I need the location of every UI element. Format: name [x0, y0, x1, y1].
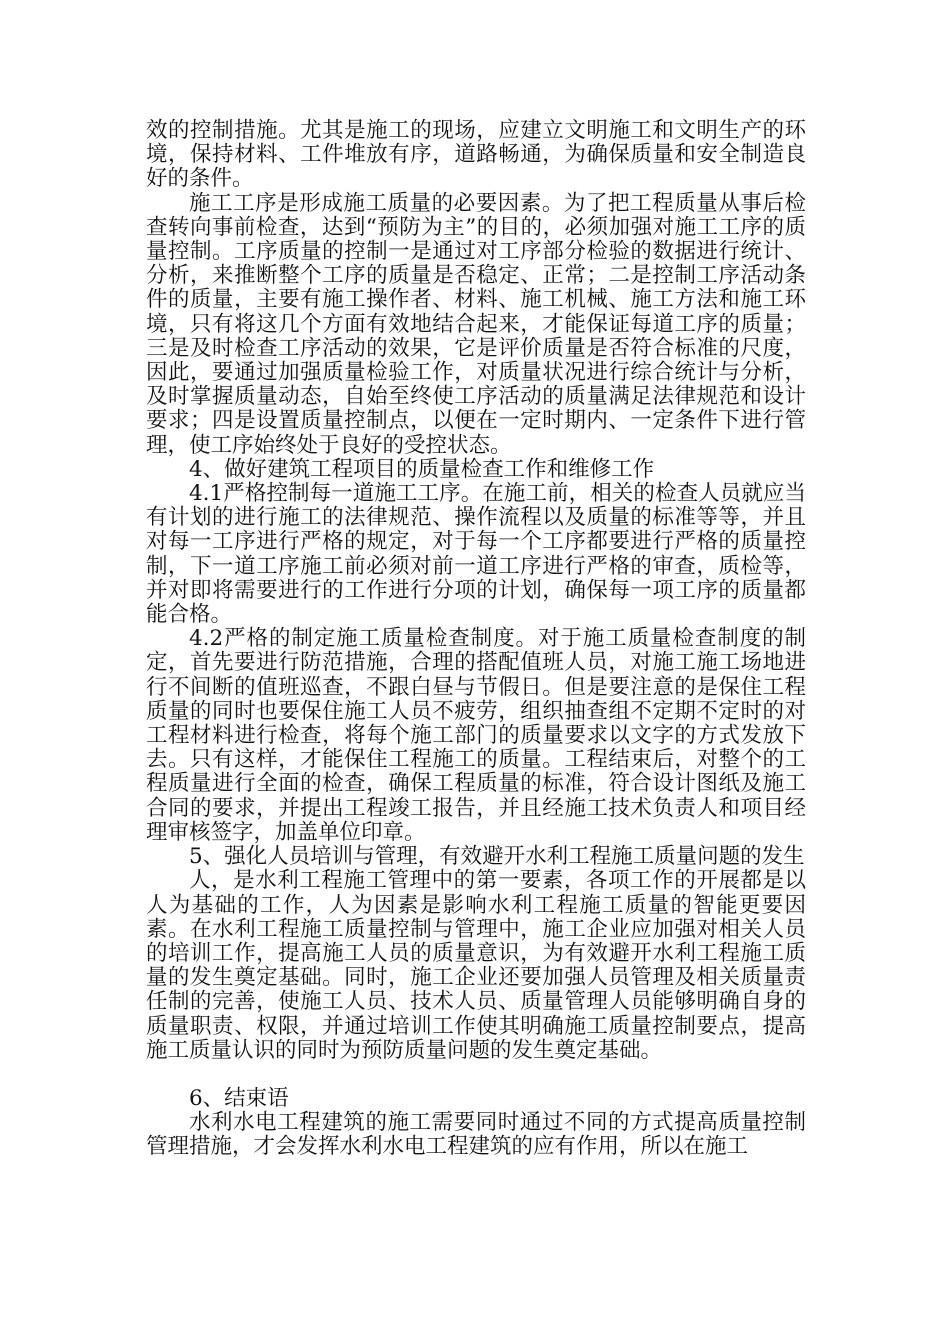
document-page — [146, 119, 806, 1160]
section-gap — [146, 1063, 806, 1087]
section-heading-5: 5、强化人员培训与管理，有效避开水利工程施工质量问题的发生 — [189, 844, 805, 870]
paragraph-personnel: 人，是水利工程施工管理中的第一要素，各项工作的开展都是以人为基础的工作，人为因素是影响水利工程施工质量的智能更要因素。在水利工程施工质量控制与管理中，施工企业应加强对相关人员的培训工作，提高施工人员的质量意识，为有效避开水利工程施工质量的发生奠定基础。同时，施工企业还要加强人员管理及相关质量责任制的完善，使施工人员、技术人员、质量管理人员能够明确自身的质量职责、权限，并通过培训工作使其明确施工质量控制要点，提高施工质量认识的同时为预防质量问题的发生奠定基础。 — [146, 868, 806, 1063]
paragraph-4-2: 4.2严格的制定施工质量检查制度。对于施工质量检查制度的制定，首先要进行防范措施，合理的搭配值班人员，对施工施工场地进行不间断的值班巡查，不跟白昼与节假日。但是要注意的是保住工程质量的同时也要保住施工人员不疲劳，组织抽查组不定期不定时的对工程材料进行检查，将每个施工部门的质量要求以文字的方式发放下去。只有这样，才能保住工程施工的质量。工程结束后，对整个的工程质量进行全面的检查，确保工程质量的标准，符合设计图纸及施工合同的要求，并提出工程竣工报告，并且经施工技术负责人和项目经理审核签字，加盖单位印章。 — [146, 626, 806, 845]
section-heading-6: 6、结束语 — [189, 1085, 289, 1111]
paragraph-process-control: 施工工序是形成施工质量的必要因素。为了把工程质量从事后检查转向事前检查，达到“预防为主”的目的，必须加强对施工工序的质量控制。工序质量的控制一是通过对工序部分检验的数据进行统计、分析，来推断整个工序的质量是否稳定、正常；二是控制工序活动条件的质量，主要有施工操作者、材料、施工机械、施工方法和施工环境，只有将这几个方面有效地结合起来，才能保证每道工序的质量；三是及时检查工序活动的效果，它是评价质量是否符合标准的尺度，因此，要通过加强质量检验工作，对质量状况进行综合统计与分析，及时掌握质量动态，自始至终使工序活动的质量满足法律规范和设计要求；四是设置质量控制点，以便在一定时期内、一定条件下进行管理，使工序始终处于良好的受控状态。 — [146, 190, 806, 458]
paragraph-conclusion: 水利水电工程建筑的施工需要同时通过不同的方式提高质量控制管理措施，才会发挥水利水电工程建筑的应有作用，所以在施工 — [146, 1110, 806, 1160]
section-heading-4: 4、做好建筑工程项目的质量检查工作和维修工作 — [189, 456, 655, 482]
paragraph-continuation: 效的控制措施。尤其是施工的现场，应建立文明施工和文明生产的环境，保持材料、工件堆放有序，道路畅通，为确保质量和安全制造良好的条件。 — [146, 118, 806, 192]
paragraph-4-1: 4.1严格控制每一道施工工序。在施工前，相关的检查人员就应当有计划的进行施工的法律规范、操作流程以及质量的标准等等，并且对每一工序进行严格的规定，对于每一个工序都要进行严格的质量控制，下一道工序施工前必须对前一道工序进行严格的审查，质检等，并对即将需要进行的工作进行分项的计划，确保每一项工序的质量都能合格。 — [146, 481, 806, 628]
